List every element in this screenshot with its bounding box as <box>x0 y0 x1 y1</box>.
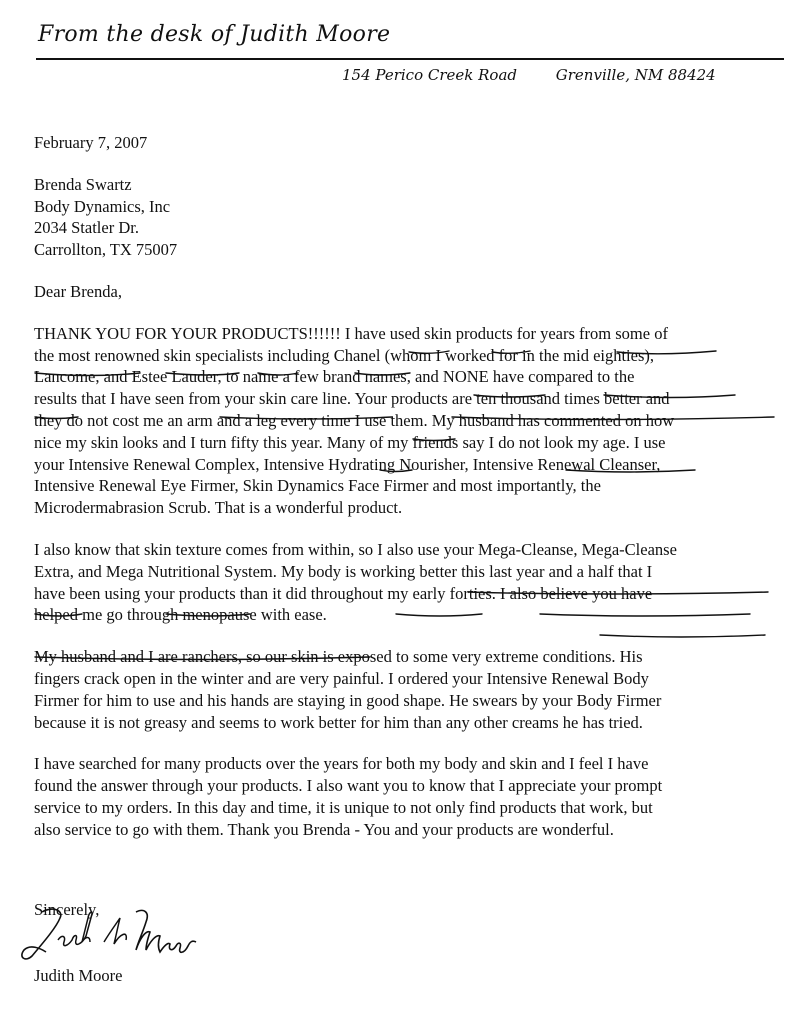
paragraph-line: helped me go through menopause with ease. <box>34 605 327 625</box>
recipient-line: Carrollton, TX 75007 <box>34 240 178 260</box>
paragraph-line: fingers crack open in the winter and are very painful. I ordered your Intensive Renewal Body <box>34 668 649 688</box>
paragraph-line: Intensive Renewal Eye Firmer, Skin Dynamics Face Firmer and most importantly, the <box>34 476 601 496</box>
paragraph-line: your Intensive Renewal Complex, Intensive Hydrating Nourisher, Intensive Renewal Cleanser, <box>34 454 661 474</box>
paragraph-line: Lancome, and Estee Lauder, to name a few brand names, and NONE have compared to the <box>34 367 635 387</box>
letter-date: February 7, 2007 <box>34 133 148 152</box>
letterhead-address <box>342 66 716 84</box>
salutation: Dear Brenda, <box>34 281 122 301</box>
paragraph-line: Firmer for him to use and his hands are staying in good shape. He swears by your Body Firmer <box>34 690 662 710</box>
paragraph-line: they do not cost me an arm and a leg every time I use them. My husband has commented on how <box>34 410 675 430</box>
paragraph-line: also service to go with them. Thank you Brenda - You and your products are wonderful. <box>34 819 614 839</box>
paragraph-line: because it is not greasy and seems to work better for him than any other creams he has tried. <box>34 712 643 732</box>
paragraph-line: have been using your products than it did throughout my early forties. I also believe you have <box>34 583 653 603</box>
letter-body <box>34 132 774 841</box>
paragraph-line: found the answer through your products. I also want you to know that I appreciate your prompt <box>34 776 663 796</box>
paragraph-line: I also know that skin texture comes from within, so I also use your Mega-Cleanse, Mega-Cleanse <box>34 539 677 559</box>
paragraph-line: THANK YOU FOR YOUR PRODUCTS!!!!!! I have used skin products for years from some of <box>34 323 668 343</box>
paragraph-line: I have searched for many products over the years for both my body and skin and I feel I have <box>34 754 649 774</box>
paragraph-line: results that I have seen from your skin care line. Your products are ten thousand times better and <box>34 389 670 409</box>
paragraph-1 <box>34 323 774 519</box>
paragraph-line: My husband and I are ranchers, so our skin is exposed to some very extreme conditions. His <box>34 647 643 667</box>
paragraph-4 <box>34 753 774 840</box>
recipient-block <box>34 174 774 261</box>
recipient-line: Body Dynamics, Inc <box>34 196 171 216</box>
handwritten-signature <box>12 904 232 968</box>
paragraph-line: Microdermabrasion Scrub. That is a wonderful product. <box>34 498 403 518</box>
recipient-line: Brenda Swartz <box>34 174 132 194</box>
signer-name: Judith Moore <box>34 966 123 985</box>
paragraph-line: the most renowned skin specialists including Chanel (whom I worked for in the mid eighties), <box>34 345 655 365</box>
paragraph-2 <box>34 539 774 626</box>
letterhead-city: Grenville, NM 88424 <box>555 66 716 84</box>
letterhead-divider <box>36 58 784 60</box>
letterhead-title: From the desk of Judith Moore <box>38 22 391 47</box>
paragraph-line: service to my orders. In this day and time, it is unique to not only find products that work, but <box>34 797 653 817</box>
paragraph-line: nice my skin looks and I turn fifty this year. Many of my friends say I do not look my age. I use <box>34 432 666 452</box>
letterhead-street: 154 Perico Creek Road <box>342 66 517 84</box>
paragraph-line: Extra, and Mega Nutritional System. My body is working better this last year and a half that I <box>34 561 653 581</box>
paragraph-3 <box>34 646 774 733</box>
closing: Sincerely, <box>34 900 100 919</box>
recipient-line: 2034 Statler Dr. <box>34 218 139 238</box>
